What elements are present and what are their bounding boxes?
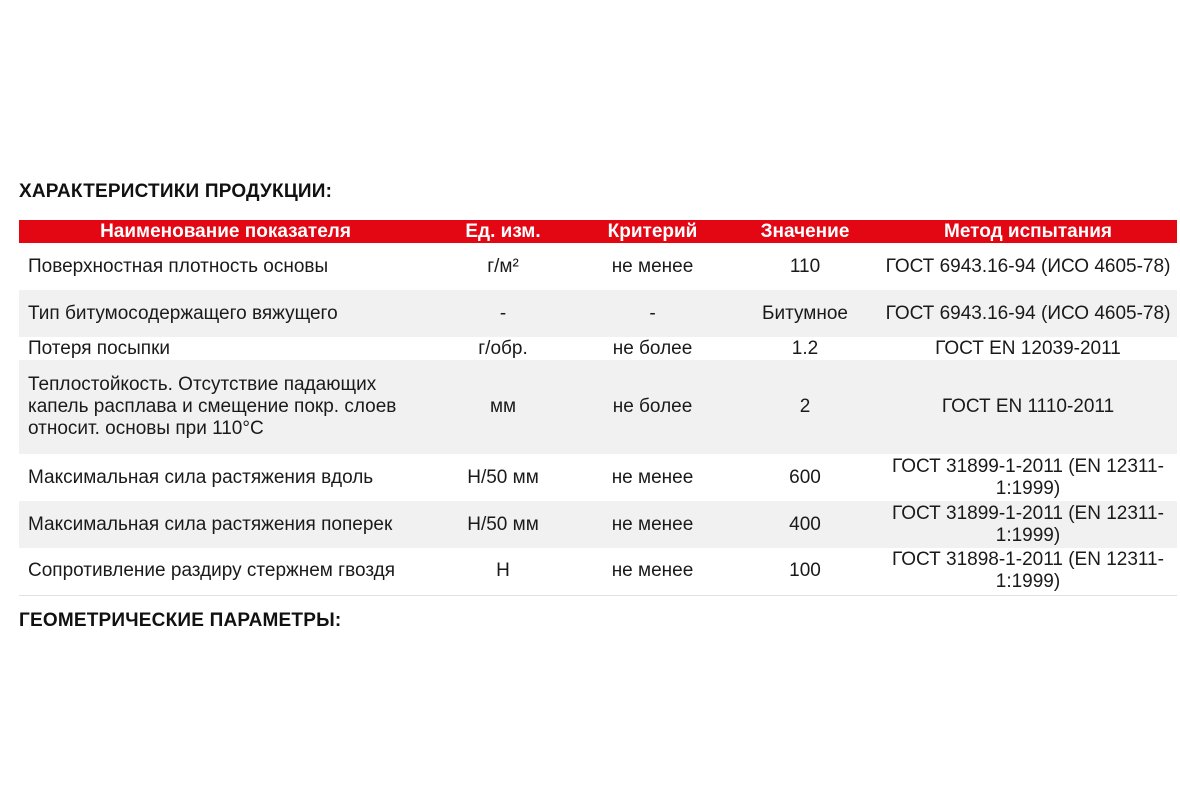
cell-value: 2 [799,396,811,417]
cell-test-method: ГОСТ EN 12039-2011 [935,337,1121,359]
header-test-method: Метод испытания [944,221,1112,242]
table-row [19,548,1177,595]
cell-unit: мм [489,396,517,417]
cell-criterion: не более [612,337,693,359]
cell-value: 100 [789,560,821,582]
cell-criterion: не менее [611,466,694,488]
table-row [19,454,1177,501]
cell-value: 110 [789,255,821,277]
cell-parameter-name: Максимальная сила растяжения вдоль [28,466,374,488]
cell-unit: Н/50 мм [467,466,539,488]
table-row [19,337,1177,360]
table-header-row [19,220,1177,243]
header-unit: Ед. изм. [465,221,541,242]
cell-test-method: ГОСТ 31898-1-2011 (EN 12311-1:1999) [892,549,1164,593]
geometry-section-title: ГЕОМЕТРИЧЕСКИЕ ПАРАМЕТРЫ: [19,610,342,631]
header-value: Значение [760,221,850,242]
cell-unit: г/м² [487,255,519,277]
cell-test-method: ГОСТ EN 1110-2011 [941,396,1115,417]
cell-parameter-name: Тип битумосодержащего вяжущего [28,302,338,324]
cell-value: 600 [789,466,821,488]
cell-unit: Н [496,560,510,582]
table-row [19,243,1177,290]
cell-parameter-name: Поверхностная плотность основы [28,255,329,277]
header-criterion: Критерий [607,221,698,242]
cell-test-method: ГОСТ 31899-1-2011 (EN 12311-1:1999) [892,455,1164,499]
cell-criterion: не менее [611,560,694,582]
cell-criterion: - [649,302,656,324]
cell-criterion: не более [612,396,693,417]
cell-unit: Н/50 мм [467,513,539,535]
cell-test-method: ГОСТ 6943.16-94 (ИСО 4605-78) [885,302,1171,324]
cell-value: 400 [789,513,821,535]
cell-unit: г/обр. [478,337,528,359]
cell-value: 1.2 [791,337,819,359]
cell-criterion: не менее [611,513,694,535]
cell-test-method: ГОСТ 6943.16-94 (ИСО 4605-78) [885,255,1171,277]
cell-criterion: не менее [611,255,694,277]
characteristics-section-title: ХАРАКТЕРИСТИКИ ПРОДУКЦИИ: [19,181,333,202]
table-row [19,360,1177,454]
cell-parameter-name: Максимальная сила растяжения поперек [28,513,393,535]
cell-unit: - [499,302,507,324]
product-characteristics-table [19,220,1177,596]
table-row [19,290,1177,337]
table-row [19,501,1177,548]
cell-value: Битумное [762,302,848,324]
cell-parameter-name: Теплостойкость. Отсутствие падающих капель расплава и смещение покр. слоев относит. основы при 110°С [28,374,397,439]
header-parameter-name: Наименование показателя [100,221,351,242]
cell-parameter-name: Сопротивление раздиру стержнем гвоздя [28,560,395,582]
cell-parameter-name: Потеря посыпки [28,337,171,359]
cell-test-method: ГОСТ 31899-1-2011 (EN 12311-1:1999) [892,502,1164,546]
